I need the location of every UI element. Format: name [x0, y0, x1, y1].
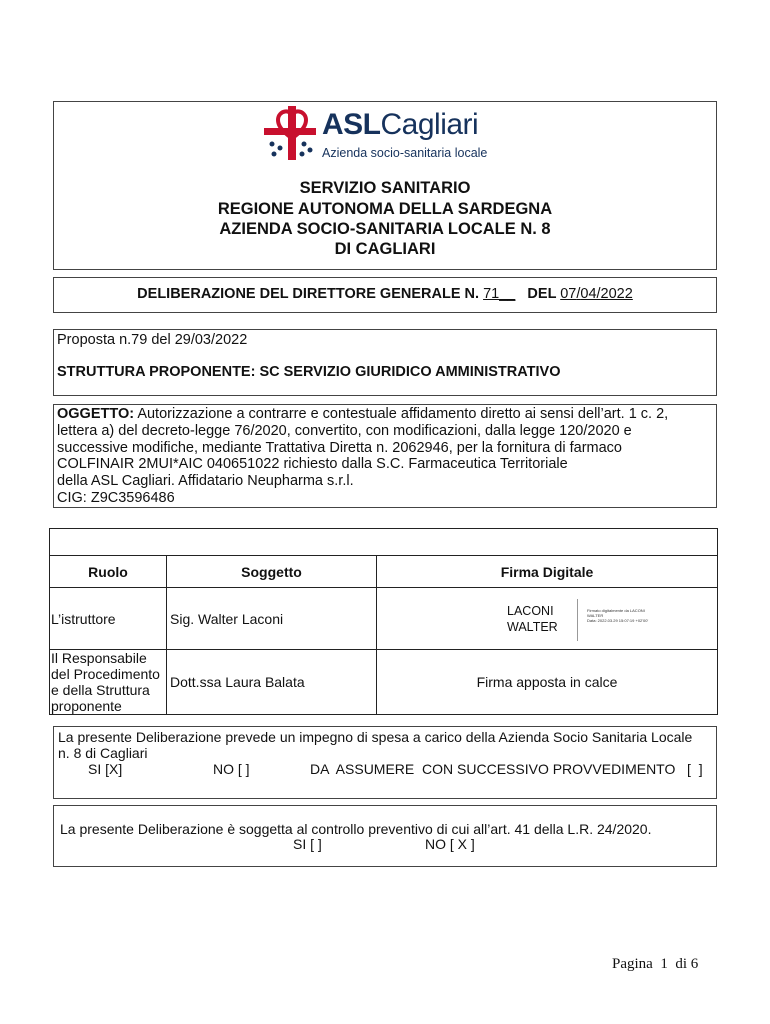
header-ruolo: Ruolo: [50, 556, 167, 588]
proposal-text: Proposta n.79 del 29/03/2022: [57, 332, 248, 348]
signature-cell: Firma apposta in calce: [377, 650, 718, 715]
expense-option-si: SI [X]: [88, 761, 123, 777]
table-header-row: [50, 556, 718, 588]
object-label: OGGETTO:: [57, 406, 135, 422]
date-month: 04: [580, 286, 597, 302]
deliberation-title: DELIBERAZIONE DEL DIRETTORE GENERALE N. 71__ DEL 07/04/2022: [137, 286, 633, 302]
role-cell: L’istruttore: [50, 588, 167, 650]
subject-cell: Dott.ssa Laura Balata: [167, 650, 377, 715]
date-year: 2022: [600, 286, 633, 302]
table-row: [50, 650, 718, 715]
role-cell: Il Responsabile del Procedimento e della Struttura proponente: [50, 650, 167, 715]
subject-cell: Sig. Walter Laconi: [167, 588, 377, 650]
logo-wordmark: ASLCagliari: [322, 108, 479, 141]
digital-signature-cell: [377, 588, 718, 650]
header-firma: Firma Digitale: [377, 556, 718, 588]
table-empty-row: [50, 529, 718, 556]
asl-logo: [262, 104, 502, 166]
expense-option-da-assumere: DA ASSUMERE CON SUCCESSIVO PROVVEDIMENTO [ ]: [310, 761, 703, 777]
control-option-si: SI [ ]: [293, 836, 322, 852]
signature-name: LACONI WALTER: [507, 603, 558, 634]
expense-option-no: NO [ ]: [213, 761, 250, 777]
table-row: [50, 588, 718, 650]
logo-tagline: Azienda socio-sanitaria locale: [322, 146, 488, 160]
org-line-2: REGIONE AUTONOMA DELLA SARDEGNA: [217, 200, 553, 218]
org-line-1: SERVIZIO SANITARIO: [299, 179, 471, 197]
asl-cross-heart-icon: [262, 104, 318, 162]
date-day: 07: [560, 286, 577, 302]
control-option-no: NO [ X ]: [425, 836, 475, 852]
expense-text: La presente Deliberazione prevede un impegno di spesa a carico della Azienda Socio Sanitaria Locale n. 8 di Cagliari: [58, 729, 693, 761]
signature-divider: [577, 599, 578, 641]
signature-table: [49, 528, 718, 715]
header-soggetto: Soggetto: [167, 556, 377, 588]
page-number: Pagina 1 di 6: [612, 956, 699, 972]
org-line-4: DI CAGLIARI: [334, 240, 436, 258]
signature-details: Firmato digitalmente da LACONI WALTER Data: 2022.03.29 15:07:19 +02'00': [587, 607, 649, 623]
org-line-3: AZIENDA SOCIO-SANITARIA LOCALE N. 8: [219, 220, 551, 238]
proposing-structure: STRUTTURA PROPONENTE: SC SERVIZIO GIURIDICO AMMINISTRATIVO: [57, 364, 561, 380]
deliberation-number: 71__: [483, 286, 516, 302]
control-text: La presente Deliberazione è soggetta al controllo preventivo di cui all’art. 41 della L.R. 24/2020.: [60, 821, 652, 837]
object-text: OGGETTO: Autorizzazione a contrarre e contestuale affidamento diretto ai sensi dell’art. 1 c. 2, lettera a) del decreto-legge 76/2020, convertito, con modificazioni, dalla legge 120/2020 e successive modifiche, mediante Trattativa Diretta n. 2062946, per la fornitura di farmaco COLFINAIR 2MUI*AIC 040651022 richiesto dalla S.C. Farmaceutica Territoriale della ASL Cagliari. Affidatario Neupharma s.r.l. CIG: Z9C3596486: [57, 406, 669, 506]
